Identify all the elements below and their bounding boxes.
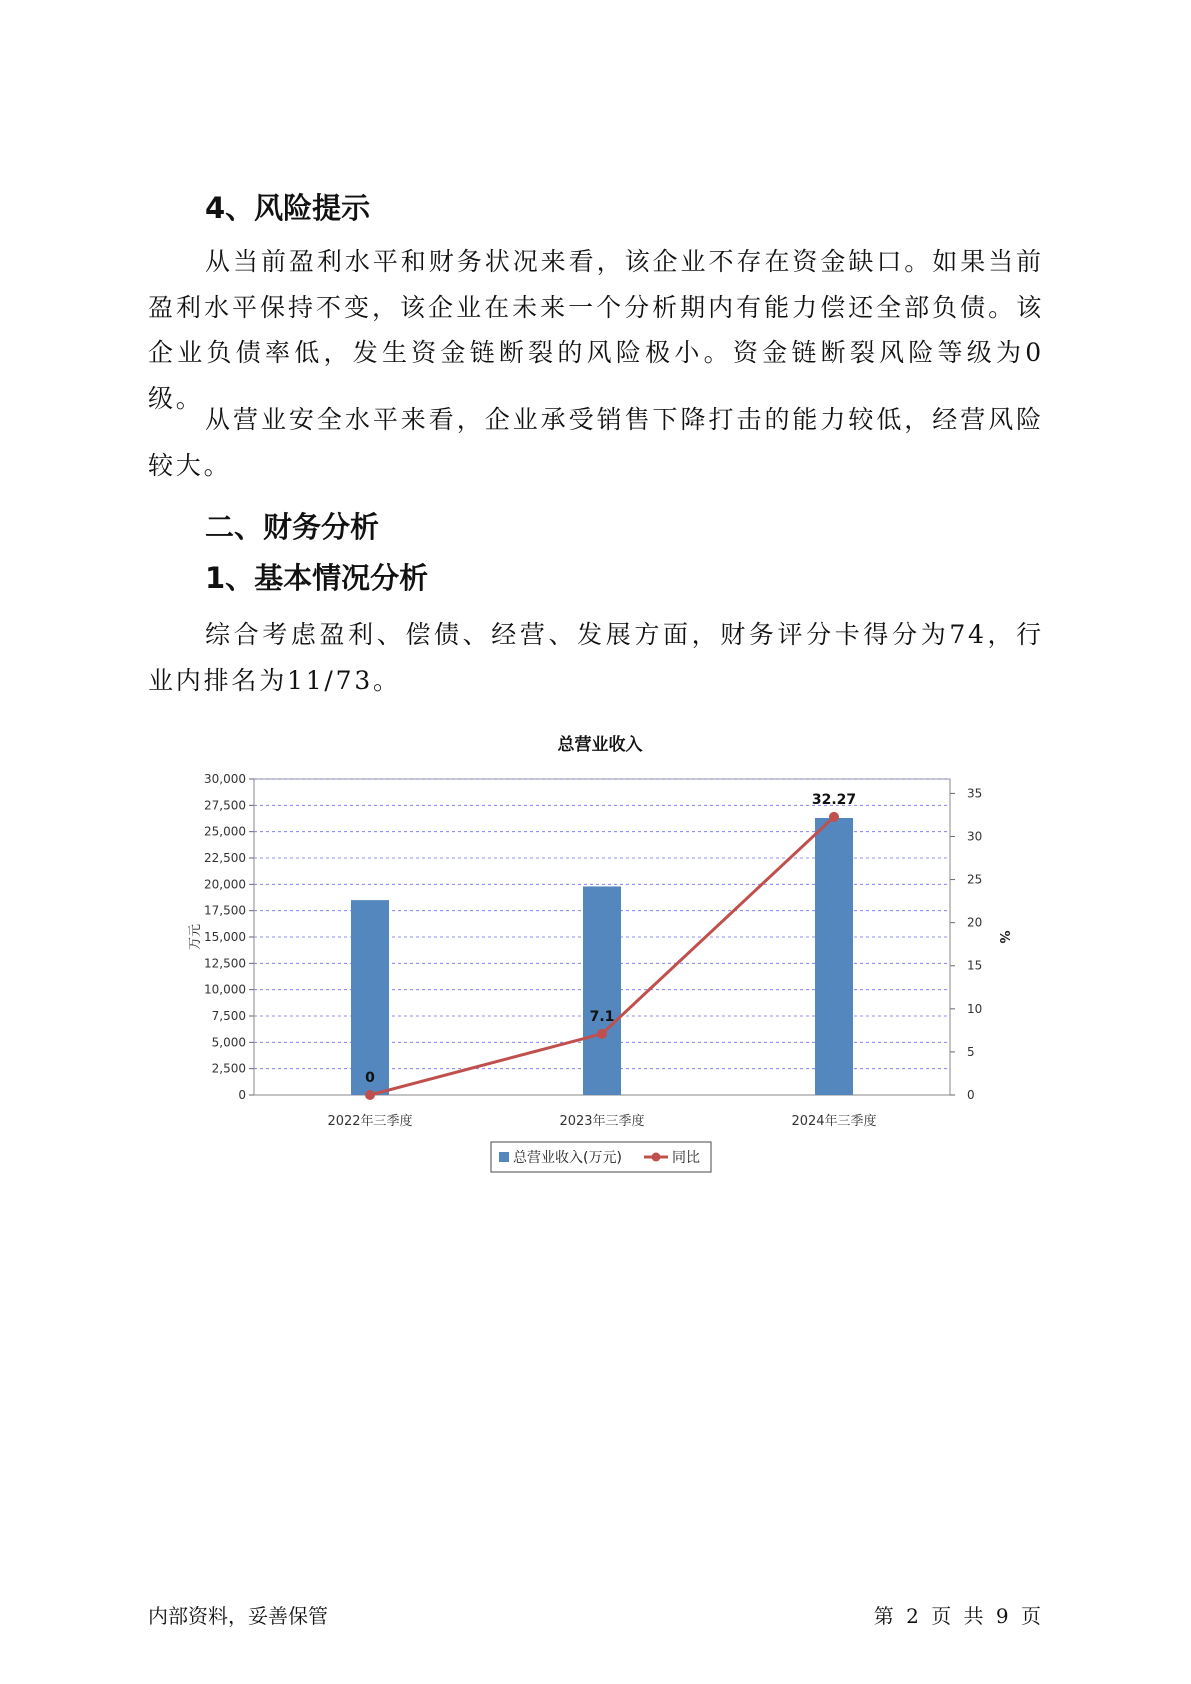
legend-line-marker xyxy=(652,1153,661,1162)
revenue-bar xyxy=(815,818,853,1095)
legend-line-label: 同比 xyxy=(672,1150,700,1166)
y-tick-label: 20,000 xyxy=(204,877,246,892)
yoy-point xyxy=(365,1090,375,1100)
legend-bar-swatch xyxy=(499,1152,509,1162)
x-tick-label: 2022年三季度 xyxy=(327,1114,413,1129)
risk-paragraph-2: 从营业安全水平来看，企业承受销售下降打击的能力较低，经营风险较大。 xyxy=(148,405,1044,480)
yoy-point xyxy=(597,1029,607,1039)
y2-tick-label: 30 xyxy=(967,829,983,844)
subheading-basic-analysis: 1、基本情况分析 xyxy=(205,561,429,595)
yoy-data-label: 0 xyxy=(365,1070,375,1086)
y2-tick-label: 25 xyxy=(967,872,983,887)
legend-bar-label: 总营业收入(万元) xyxy=(513,1150,622,1166)
footer-page-number: 第 2 页 共 9 页 xyxy=(873,1604,1041,1628)
y2-tick-label: 5 xyxy=(967,1044,975,1059)
y2-axis-title: % xyxy=(996,930,1011,944)
footer-confidential-note: 内部资料，妥善保管 xyxy=(148,1604,328,1628)
y2-tick-label: 20 xyxy=(967,915,983,930)
y-tick-label: 25,000 xyxy=(204,824,246,839)
y-tick-label: 27,500 xyxy=(204,798,246,813)
y-tick-label: 17,500 xyxy=(204,903,246,918)
x-tick-label: 2023年三季度 xyxy=(559,1114,645,1129)
risk-paragraph-1: 从当前盈利水平和财务状况来看，该企业不存在资金缺口。如果当前盈利水平保持不变，该企业在未来一个分析期内有能力偿还全部负债。该企业负债率低，发生资金链断裂的风险极小。资金链断裂风险等级为0级。 xyxy=(148,247,1044,413)
y-tick-label: 2,500 xyxy=(211,1061,246,1076)
chart-title: 总营业收入 xyxy=(557,735,643,755)
y-tick-label: 12,500 xyxy=(204,956,246,971)
yoy-point xyxy=(829,812,839,822)
y-tick-label: 5,000 xyxy=(211,1035,246,1050)
y-tick-label: 22,500 xyxy=(204,851,246,865)
finance-paragraph-1: 综合考虑盈利、偿债、经营、发展方面，财务评分卡得分为74，行业内排名为11/73。 xyxy=(148,620,1044,695)
y2-tick-label: 10 xyxy=(967,1001,983,1016)
y2-tick-label: 15 xyxy=(967,958,983,973)
y-tick-label: 10,000 xyxy=(204,982,246,997)
x-tick-label: 2024年三季度 xyxy=(791,1114,877,1129)
y-tick-label: 30,000 xyxy=(204,772,246,786)
y2-tick-label: 0 xyxy=(967,1088,975,1102)
section-heading-risk: 4、风险提示 xyxy=(205,191,371,225)
revenue-bar xyxy=(583,886,621,1095)
y-tick-label: 7,500 xyxy=(211,1009,246,1023)
y-tick-label: 0 xyxy=(238,1088,246,1102)
y-tick-label: 15,000 xyxy=(204,930,246,944)
y2-tick-label: 35 xyxy=(967,786,983,801)
yoy-data-label: 7.1 xyxy=(589,1008,615,1025)
section-heading-finance: 二、财务分析 xyxy=(205,510,380,544)
revenue-bar xyxy=(351,900,389,1095)
y-axis-title: 万元 xyxy=(188,923,203,951)
yoy-data-label: 32.27 xyxy=(811,791,857,808)
